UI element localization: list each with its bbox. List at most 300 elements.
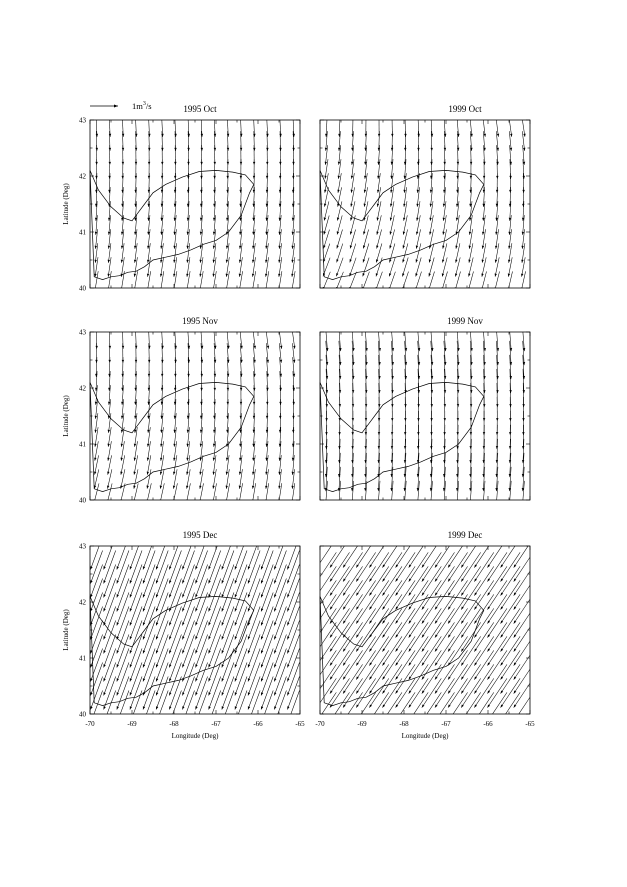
vector-arrowhead — [239, 274, 241, 277]
vector-arrowhead — [457, 176, 459, 179]
vector-arrowhead — [109, 162, 111, 165]
vector-arrowhead — [222, 566, 224, 569]
vector-arrowhead — [409, 621, 412, 624]
vector-arrow — [448, 538, 468, 567]
vector-arrowhead — [117, 608, 119, 611]
vector-arrowhead — [390, 502, 392, 505]
vector-arrowhead — [317, 593, 320, 596]
vector-arrowhead — [382, 593, 385, 596]
vector-arrowhead — [514, 579, 517, 582]
vector-arrowhead — [522, 418, 524, 421]
vector-arrowhead — [135, 176, 137, 179]
vector-arrowhead — [435, 705, 438, 708]
vector-arrowhead — [435, 565, 438, 568]
vector-arrowhead — [195, 720, 197, 723]
vector-arrow — [356, 692, 376, 721]
vector-arrowhead — [396, 719, 399, 722]
vector-arrowhead — [508, 502, 510, 505]
vector-arrowhead — [508, 232, 510, 235]
vector-arrowhead — [134, 444, 136, 447]
vector-arrowhead — [363, 273, 365, 276]
vector-arrowhead — [356, 705, 359, 708]
vector-arrowhead — [469, 502, 471, 505]
vector-arrowhead — [435, 635, 438, 638]
vector-arrowhead — [523, 148, 525, 151]
vector-arrowhead — [337, 231, 339, 234]
vector-arrowhead — [94, 472, 96, 475]
vector-arrowhead — [94, 444, 96, 447]
vector-arrowhead — [174, 374, 176, 377]
vector-arrowhead — [496, 404, 498, 407]
bank-contour — [320, 382, 484, 491]
vector-arrowhead — [487, 705, 490, 708]
vector-arrowhead — [130, 664, 132, 667]
vector-arrow — [404, 327, 406, 351]
vector-arrowhead — [455, 246, 457, 249]
vector-arrow — [501, 622, 521, 651]
vector-arrowhead — [213, 190, 215, 193]
vector-arrowhead — [501, 677, 504, 680]
vector-arrowhead — [369, 621, 372, 624]
vector-arrowhead — [248, 706, 250, 709]
vector-arrowhead — [330, 607, 333, 610]
vector-arrowhead — [364, 502, 366, 505]
vector-arrow — [343, 664, 363, 693]
vector-arrowhead — [523, 176, 525, 179]
vector-arrow — [501, 594, 521, 623]
vector-arrowhead — [422, 635, 425, 638]
vector-arrowhead — [143, 622, 145, 625]
vector-arrowhead — [265, 260, 267, 263]
vector-arrowhead — [248, 594, 250, 597]
panel-4 — [320, 316, 530, 505]
vector-arrowhead — [240, 388, 242, 391]
vector-arrowhead — [522, 190, 524, 193]
panel-title: 1995 Nov — [182, 316, 218, 326]
vector-arrowhead — [470, 390, 472, 393]
vector-arrowhead — [287, 706, 289, 709]
vector-arrowhead — [483, 404, 485, 407]
vector-arrowhead — [261, 580, 263, 583]
vector-arrow — [435, 608, 455, 637]
vector-arrow — [470, 327, 472, 351]
vector-arrowhead — [95, 374, 97, 377]
vector-arrow — [435, 566, 455, 595]
vector-arrowhead — [495, 502, 497, 505]
vector-arrowhead — [280, 346, 282, 349]
vector-arrowhead — [378, 404, 380, 407]
vector-arrowhead — [227, 388, 229, 391]
vector-arrowhead — [94, 458, 96, 461]
vector-arrow — [523, 481, 525, 505]
vector-arrow — [330, 594, 350, 623]
vector-arrowhead — [364, 204, 366, 207]
vector-arrowhead — [474, 649, 477, 652]
vector-arrowhead — [349, 287, 351, 290]
vector-arrowhead — [376, 273, 378, 276]
vector-arrowhead — [235, 580, 237, 583]
vector-arrowhead — [487, 663, 490, 666]
vector-arrowhead — [369, 635, 372, 638]
vector-arrowhead — [134, 458, 136, 461]
vector-arrowhead — [279, 148, 281, 151]
vector-arrowhead — [501, 621, 504, 624]
vector-arrowhead — [409, 691, 412, 694]
vector-arrow — [396, 622, 416, 651]
vector-arrowhead — [95, 260, 97, 263]
vector-arrowhead — [396, 621, 399, 624]
vector-arrowhead — [356, 691, 359, 694]
vector-arrowhead — [235, 692, 237, 695]
vector-arrowhead — [416, 204, 418, 207]
vector-arrow — [523, 327, 525, 351]
vector-arrowhead — [148, 148, 150, 151]
vector-arrowhead — [391, 134, 393, 137]
vector-arrowhead — [240, 374, 242, 377]
vector-arrowhead — [187, 402, 189, 405]
vector-arrowhead — [143, 580, 145, 583]
vector-arrow — [343, 580, 363, 609]
vector-arrowhead — [396, 677, 399, 680]
vector-arrow — [378, 327, 380, 351]
vector-arrowhead — [287, 622, 289, 625]
vector-arrowhead — [474, 579, 477, 582]
vector-arrowhead — [443, 176, 445, 179]
vector-arrowhead — [391, 390, 393, 393]
vector-arrowhead — [104, 594, 106, 597]
vector-arrowhead — [487, 691, 490, 694]
vector-arrow — [409, 580, 429, 609]
vector-arrowhead — [461, 593, 464, 596]
vector-arrowhead — [174, 148, 176, 151]
vector-arrowhead — [266, 402, 268, 405]
vector-arrowhead — [338, 446, 340, 449]
vector-arrowhead — [130, 692, 132, 695]
vector-arrow — [487, 622, 507, 651]
vector-arrowhead — [422, 677, 425, 680]
vector-arrow — [356, 608, 376, 637]
vector-arrowhead — [430, 432, 432, 435]
vector-arrowhead — [200, 162, 202, 165]
y-tick-label: 42 — [79, 598, 86, 607]
vector-arrowhead — [356, 565, 359, 568]
vector-arrowhead — [248, 580, 250, 583]
vector-arrowhead — [200, 402, 202, 405]
vector-arrowhead — [248, 608, 250, 611]
vector-arrowhead — [483, 446, 485, 449]
vector-arrowhead — [365, 418, 367, 421]
vector-arrowhead — [508, 246, 510, 249]
vector-arrowhead — [209, 678, 211, 681]
vector-arrowhead — [133, 486, 135, 489]
vector-arrowhead — [509, 176, 511, 179]
vector-arrow — [448, 664, 468, 693]
vector-arrowhead — [350, 259, 352, 262]
vector-arrow — [474, 664, 494, 693]
vector-arrowhead — [501, 635, 504, 638]
vector-arrowhead — [96, 134, 98, 137]
vector-arrowhead — [382, 607, 385, 610]
vector-arrowhead — [226, 190, 228, 193]
vector-arrowhead — [365, 432, 367, 435]
vector-arrowhead — [391, 432, 393, 435]
vector-arrowhead — [222, 580, 224, 583]
vector-arrowhead — [222, 636, 224, 639]
vector-arrow — [396, 580, 416, 609]
vector-arrow — [369, 594, 389, 623]
vector-arrowhead — [390, 204, 392, 207]
vector-arrowhead — [444, 418, 446, 421]
vector-arrowhead — [377, 190, 379, 193]
vector-arrowhead — [409, 663, 412, 666]
vector-arrow — [422, 580, 442, 609]
vector-arrowhead — [265, 246, 267, 249]
vector-arrowhead — [404, 134, 406, 137]
vector-arrowhead — [417, 148, 419, 151]
vector-arrow — [422, 664, 442, 693]
vector-arrowhead — [422, 621, 425, 624]
vector-arrowhead — [336, 287, 338, 290]
vector-arrowhead — [117, 706, 119, 709]
vector-arrowhead — [317, 691, 320, 694]
y-tick-label: 41 — [79, 654, 86, 663]
vector-arrowhead — [365, 404, 367, 407]
vector-arrowhead — [487, 565, 490, 568]
vector-arrow — [409, 678, 429, 707]
vector-arrowhead — [409, 719, 412, 722]
vector-arrow — [461, 692, 481, 721]
x-tick-label: -67 — [211, 720, 221, 728]
vector-arrow — [156, 537, 168, 570]
vector-arrowhead — [508, 260, 510, 263]
vector-arrowhead — [292, 190, 294, 193]
bank-contour — [320, 170, 484, 279]
vector-arrowhead — [514, 621, 517, 624]
vector-arrowhead — [382, 719, 385, 722]
vector-arrowhead — [182, 678, 184, 681]
vector-arrowhead — [496, 432, 498, 435]
vector-arrowhead — [278, 486, 280, 489]
vector-arrow — [487, 580, 507, 609]
vector-arrowhead — [143, 664, 145, 667]
vector-arrowhead — [261, 692, 263, 695]
vector-arrow — [501, 636, 521, 665]
vector-arrow — [409, 566, 429, 595]
vector-arrowhead — [143, 566, 145, 569]
vector-arrowhead — [214, 388, 216, 391]
vector-arrowhead — [252, 472, 254, 475]
vector-arrow — [501, 538, 521, 567]
vector-arrowhead — [134, 274, 136, 277]
vector-arrowhead — [409, 649, 412, 652]
vector-arrowhead — [509, 418, 511, 421]
vector-arrowhead — [104, 678, 106, 681]
vector-arrowhead — [509, 190, 511, 193]
vector-arrowhead — [117, 678, 119, 681]
vector-arrowhead — [521, 274, 523, 277]
vector-arrow — [487, 538, 507, 567]
vector-arrow — [461, 552, 481, 581]
vector-arrow — [356, 678, 376, 707]
vector-arrowhead — [391, 148, 393, 151]
panel-title: 1999 Nov — [447, 316, 483, 326]
vector-arrowhead — [222, 678, 224, 681]
vector-arrowhead — [147, 444, 149, 447]
vector-arrowhead — [456, 502, 458, 505]
vector-arrowhead — [160, 472, 162, 475]
vector-arrowhead — [195, 608, 197, 611]
vector-arrowhead — [108, 274, 110, 277]
vector-arrowhead — [435, 719, 438, 722]
vector-arrow — [501, 692, 521, 721]
vector-arrowhead — [227, 176, 229, 179]
vector-arrowhead — [448, 649, 451, 652]
vector-arrowhead — [508, 288, 510, 291]
vector-arrow — [509, 481, 511, 505]
vector-arrowhead — [156, 706, 158, 709]
vector-arrowhead — [209, 692, 211, 695]
vector-arrowhead — [173, 444, 175, 447]
vector-arrowhead — [496, 376, 498, 379]
vector-arrowhead — [377, 502, 379, 505]
vector-arrowhead — [227, 402, 229, 405]
panel-title: 1995 Dec — [182, 530, 218, 540]
vector-arrowhead — [130, 566, 132, 569]
vector-arrow — [461, 678, 481, 707]
vector-arrowhead — [95, 430, 97, 433]
vector-arrowhead — [121, 190, 123, 193]
vector-arrowhead — [187, 190, 189, 193]
vector-arrowhead — [261, 664, 263, 667]
vector-arrowhead — [422, 607, 425, 610]
vector-arrowhead — [330, 579, 333, 582]
vector-arrow — [470, 481, 472, 505]
vector-arrowhead — [456, 232, 458, 235]
vector-arrowhead — [169, 580, 171, 583]
vector-arrowhead — [195, 594, 197, 597]
vector-arrow — [501, 552, 521, 581]
vector-arrow — [422, 622, 442, 651]
vector-arrow — [343, 608, 363, 637]
vector-arrowhead — [369, 579, 372, 582]
vector-arrow — [487, 636, 507, 665]
vector-arrowhead — [522, 204, 524, 207]
vector-arrow — [435, 622, 455, 651]
vector-arrowhead — [160, 486, 162, 489]
vector-arrowhead — [501, 663, 504, 666]
vector-arrowhead — [356, 635, 359, 638]
vector-arrow — [435, 594, 455, 623]
vector-arrowhead — [514, 607, 517, 610]
vector-arrowhead — [121, 458, 123, 461]
vector-arrowhead — [156, 636, 158, 639]
vector-arrowhead — [378, 134, 380, 137]
vector-arrowhead — [389, 245, 391, 248]
vector-arrowhead — [382, 677, 385, 680]
vector-arrowhead — [483, 190, 485, 193]
vector-arrowhead — [130, 706, 132, 709]
vector-arrow — [461, 650, 481, 679]
vector-arrowhead — [337, 204, 339, 207]
vector-arrowhead — [134, 260, 136, 263]
vector-arrowhead — [483, 418, 485, 421]
vector-arrowhead — [135, 360, 137, 363]
vector-arrowhead — [182, 720, 184, 723]
vector-arrowhead — [156, 580, 158, 583]
vector-arrowhead — [456, 446, 458, 449]
vector-arrow — [330, 580, 350, 609]
vector-arrowhead — [501, 579, 504, 582]
vector-arrow — [382, 580, 402, 609]
vector-arrowhead — [470, 404, 472, 407]
vector-arrowhead — [90, 678, 92, 681]
vector-arrowhead — [186, 486, 188, 489]
vector-arrowhead — [350, 245, 352, 248]
vector-arrowhead — [514, 691, 517, 694]
vector-arrowhead — [213, 472, 215, 475]
vector-arrow — [409, 636, 429, 665]
vector-arrowhead — [396, 635, 399, 638]
vector-arrowhead — [521, 288, 523, 291]
vector-arrowhead — [122, 162, 124, 165]
vector-arrowhead — [117, 622, 119, 625]
vector-arrow — [382, 538, 402, 567]
bank-contour — [90, 170, 254, 279]
panel-title: 1999 Oct — [448, 104, 482, 114]
vector-arrowhead — [418, 390, 420, 393]
vector-field — [94, 329, 296, 503]
vector-arrowhead — [199, 472, 201, 475]
vector-arrowhead — [143, 720, 145, 723]
x-tick-label: -70 — [85, 720, 95, 728]
vector-arrowhead — [90, 622, 92, 625]
vector-arrowhead — [330, 565, 333, 568]
vector-arrowhead — [235, 636, 237, 639]
vector-arrowhead — [508, 274, 510, 277]
vector-arrowhead — [457, 390, 459, 393]
vector-arrowhead — [404, 432, 406, 435]
vector-arrowhead — [235, 622, 237, 625]
vector-arrowhead — [174, 162, 176, 165]
vector-arrowhead — [325, 502, 327, 505]
vector-arrowhead — [95, 360, 97, 363]
y-tick-label: 40 — [79, 496, 86, 505]
vector-arrowhead — [483, 162, 485, 165]
y-tick-label: 40 — [79, 284, 86, 293]
vector-arrowhead — [293, 388, 295, 391]
vector-arrowhead — [148, 360, 150, 363]
vector-arrowhead — [274, 650, 276, 653]
vector-arrowhead — [457, 162, 459, 165]
vector-arrowhead — [156, 664, 158, 667]
vector-arrowhead — [287, 664, 289, 667]
vector-arrowhead — [461, 621, 464, 624]
vector-arrow — [369, 566, 389, 595]
vector-arrowhead — [169, 566, 171, 569]
vector-arrowhead — [175, 134, 177, 137]
vector-arrowhead — [417, 404, 419, 407]
vector-arrow — [248, 537, 260, 570]
vector-arrowhead — [169, 608, 171, 611]
vector-arrow — [396, 608, 416, 637]
x-tick-label: -68 — [399, 720, 409, 728]
vector-arrowhead — [338, 176, 340, 179]
vector-arrowhead — [287, 566, 289, 569]
vector-arrowhead — [483, 432, 485, 435]
vector-arrowhead — [235, 566, 237, 569]
vector-arrow — [382, 650, 402, 679]
scale-arrow — [90, 105, 118, 108]
